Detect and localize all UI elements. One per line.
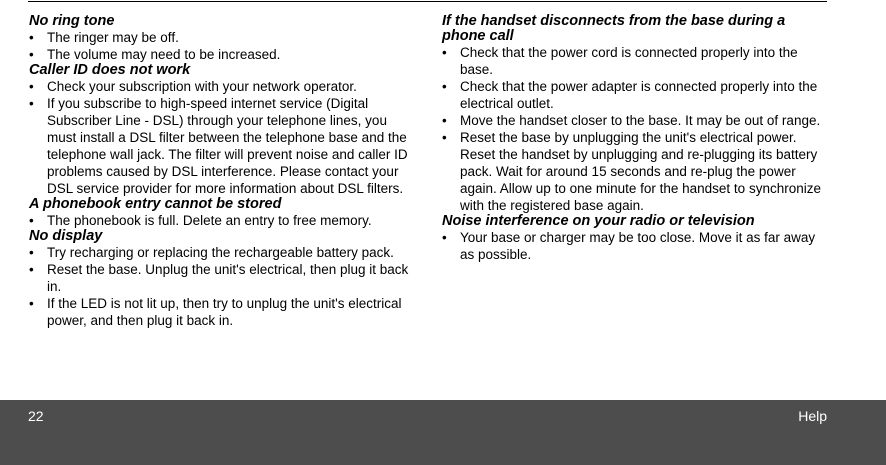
list-item: • Check that the power cord is connected properly into the base. — [442, 45, 798, 77]
list-item: • The phonebook is full. Delete an entry to free memory. — [29, 213, 372, 228]
section-heading: A phonebook entry cannot be stored — [29, 196, 282, 212]
section-heading: Noise interference on your radio or television — [442, 213, 755, 229]
list-item: • Reset the base. Unplug the unit's electrical, then plug it back in. — [29, 262, 409, 294]
section-heading: Caller ID does not work — [29, 62, 191, 78]
list-item: • Check that the power adapter is connected properly into the electrical outlet. — [442, 79, 818, 111]
page-footer — [0, 400, 886, 465]
bullet-icon: • — [29, 47, 34, 62]
page-number: 22 — [28, 408, 44, 424]
bullet-icon: • — [29, 245, 34, 260]
right-column — [442, 14, 832, 263]
top-rule — [28, 1, 827, 2]
bullet-icon: • — [442, 45, 447, 60]
bullet-icon: • — [442, 113, 447, 128]
bullet-icon: • — [442, 79, 447, 94]
section-handset-disconnects — [442, 14, 832, 214]
section-heading: No ring tone — [29, 13, 115, 29]
section-heading: No display — [29, 228, 103, 244]
bullet-icon: • — [29, 30, 34, 45]
left-column — [29, 14, 414, 329]
list-item: • Try recharging or replacing the rechargeable battery pack. — [29, 245, 394, 260]
bullet-icon: • — [442, 230, 447, 245]
bullet-icon: • — [29, 296, 34, 311]
bullet-icon: • — [29, 262, 34, 277]
bullet-icon: • — [29, 213, 34, 228]
list-item: • If you subscribe to high-speed internet service (Digital Subscriber Line - DSL) through your telephone lines, you must install a DSL filter between the telephone base and the telephone wall jack. The filter will prevent noise and caller ID problems caused by DSL interference. Please contact your DSL service provider for more information about DSL filters. — [29, 96, 408, 196]
bullet-icon: • — [29, 79, 34, 94]
list-item: • Your base or charger may be too close. Move it as far away as possible. — [442, 230, 816, 262]
section-phonebook — [29, 197, 414, 229]
list-item: • If the LED is not lit up, then try to unplug the unit's electrical power, and then plug it back in. — [29, 296, 402, 328]
section-heading: If the handset disconnects from the base during a phone call — [442, 13, 786, 44]
section-no-display — [29, 229, 414, 329]
bullet-icon: • — [442, 130, 447, 145]
list-item: • Check your subscription with your network operator. — [29, 79, 357, 94]
list-item: • The volume may need to be increased. — [29, 47, 281, 62]
section-no-ring-tone — [29, 14, 414, 63]
footer-section-name: Help — [798, 408, 827, 424]
section-noise-interference — [442, 214, 832, 263]
list-item: • The ringer may be off. — [29, 30, 179, 45]
section-caller-id — [29, 63, 414, 197]
bullet-icon: • — [29, 96, 34, 111]
list-item: • Reset the base by unplugging the unit's electrical power. Reset the handset by unplugging and re-plugging its battery pack. Wait for around 15 seconds and re-plug the power again. Allow up to one minute for the handset to synchronize with the registered base again. — [442, 130, 821, 213]
list-item: • Move the handset closer to the base. It may be out of range. — [442, 113, 821, 128]
